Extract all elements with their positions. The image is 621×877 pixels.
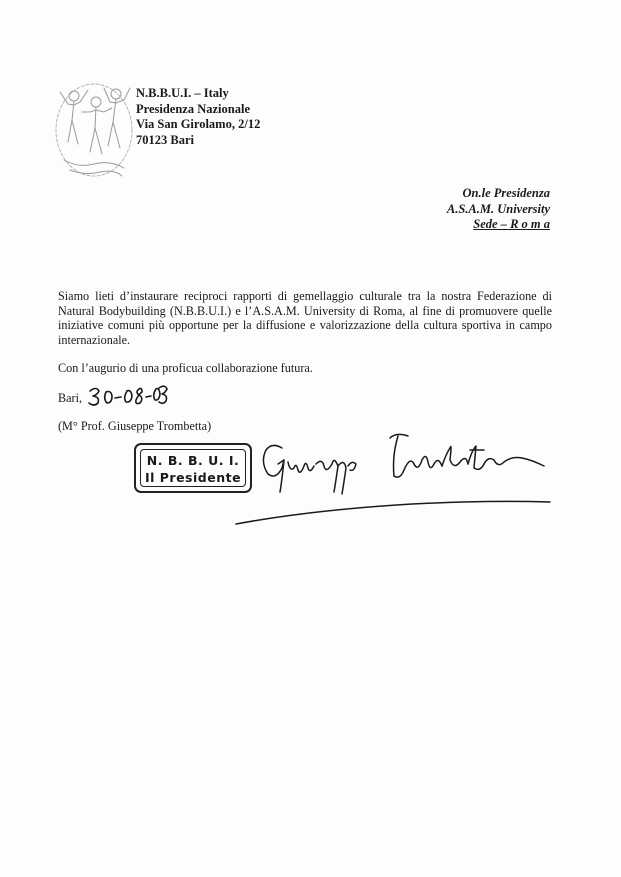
sender-office: Presidenza Nazionale [136,101,250,116]
sender-city: 70123 Bari [136,132,194,147]
stamp-line-org: N. B. B. U. I. [146,453,240,468]
letter-closing: Con l’augurio di una proficua collaborazione futura. [58,361,313,375]
recipient-line3: Sede – R o m a [473,217,550,231]
signer-name: (M° Prof. Giuseppe Trombetta) [58,419,212,433]
letter-place: Bari, [58,391,83,405]
recipient-address [447,186,550,233]
handwritten-signature [232,420,552,532]
sender-org: N.B.B.U.I. – Italy [136,86,229,100]
recipient-line1: On.le Presidenza [462,186,550,200]
letter-body: Siamo lieti d’instaurare reciproci rapporti di gemellaggio culturale tra la nostra Federazione di Natural Bodybuilding (N.B.B.U.I.) e l’A.S.A.M. University di Roma, al fine di promuovere quelle iniziative comuni più opportune per la diffusione e valorizzazione della cultura sportiva in campo internazionale. [58,289,552,347]
federation-logo [50,72,142,184]
stamp-line-title: Il Presidente [144,470,242,485]
recipient-line2: A.S.A.M. University [446,201,550,216]
sender-address [136,86,260,148]
handwritten-date [86,383,170,409]
stamp-inner-border [140,449,246,487]
sender-street: Via San Girolamo, 2/12 [136,117,261,131]
